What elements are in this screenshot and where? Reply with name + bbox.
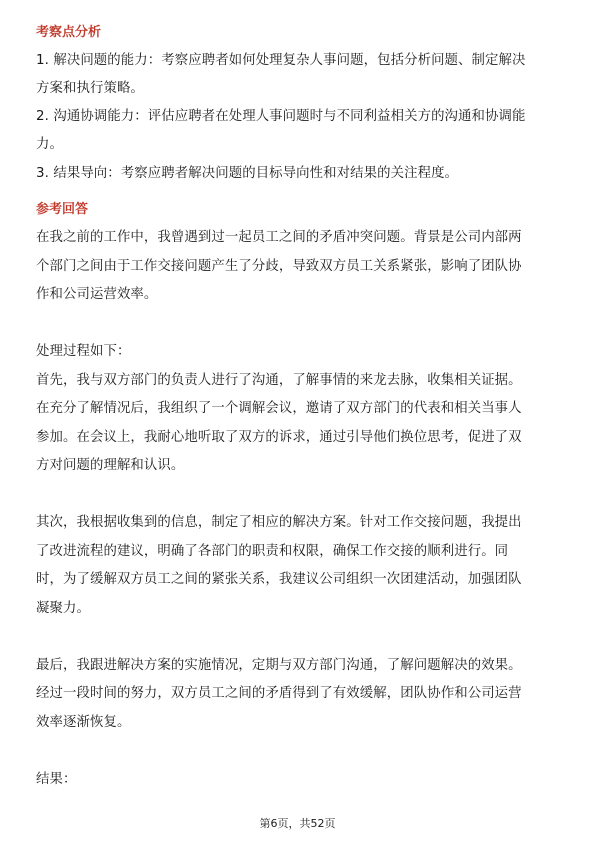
answer-line-10: 了改进流程的建议，明确了各部门的职责和权限，确保工作交接的顺利进行。同	[36, 544, 509, 559]
answer-line-7: 参加。在会议上，我耐心地听取了双方的诉求，通过引导他们换位思考，促进了双	[36, 430, 522, 445]
answer-line-4: 处理过程如下：	[36, 344, 131, 359]
analysis-line-1: 1. 解决问题的能力：考察应聘者如何处理复杂人事问题，包括分析问题、制定解决	[36, 53, 526, 68]
analysis-line-2: 方案和执行策略。	[36, 81, 144, 96]
answer-line-1: 在我之前的工作中，我曾遇到过一起员工之间的矛盾冲突问题。背景是公司内部两	[36, 230, 522, 245]
answer-line-12: 凝聚力。	[36, 601, 90, 616]
answer-line-2: 个部门之间由于工作交接问题产生了分歧，导致双方员工关系紧张，影响了团队协	[36, 259, 522, 274]
answer-line-15: 效率逐渐恢复。	[36, 715, 131, 730]
analysis-line-5: 3. 结果导向：考察应聘者解决问题的目标导向性和对结果的关注程度。	[36, 166, 459, 181]
section-heading-analysis: 考察点分析	[36, 25, 102, 40]
answer-line-5: 首先，我与双方部门的负责人进行了沟通，了解事情的来龙去脉，收集相关证据。	[36, 373, 522, 388]
answer-line-13: 最后，我跟进解决方案的实施情况，定期与双方部门沟通，了解问题解决的效果。	[36, 658, 522, 673]
page-number: 第6页，共52页	[259, 817, 336, 830]
section-heading-answer: 参考回答	[36, 202, 89, 217]
analysis-line-3: 2. 沟通协调能力：评估应聘者在处理人事问题时与不同利益相关方的沟通和协调能	[36, 109, 526, 124]
answer-line-14: 经过一段时间的努力，双方员工之间的矛盾得到了有效缓解，团队协作和公司运营	[36, 686, 522, 701]
answer-line-9: 其次，我根据收集到的信息，制定了相应的解决方案。针对工作交接问题，我提出	[36, 515, 522, 530]
answer-line-6: 在充分了解情况后，我组织了一个调解会议，邀请了双方部门的代表和相关当事人	[36, 401, 522, 416]
answer-line-3: 作和公司运营效率。	[36, 287, 158, 302]
answer-line-11: 时，为了缓解双方员工之间的紧张关系，我建议公司组织一次团建活动，加强团队	[36, 572, 522, 587]
answer-line-16: 结果：	[36, 772, 77, 787]
answer-line-8: 方对问题的理解和认识。	[36, 458, 185, 473]
analysis-line-4: 力。	[36, 137, 63, 152]
